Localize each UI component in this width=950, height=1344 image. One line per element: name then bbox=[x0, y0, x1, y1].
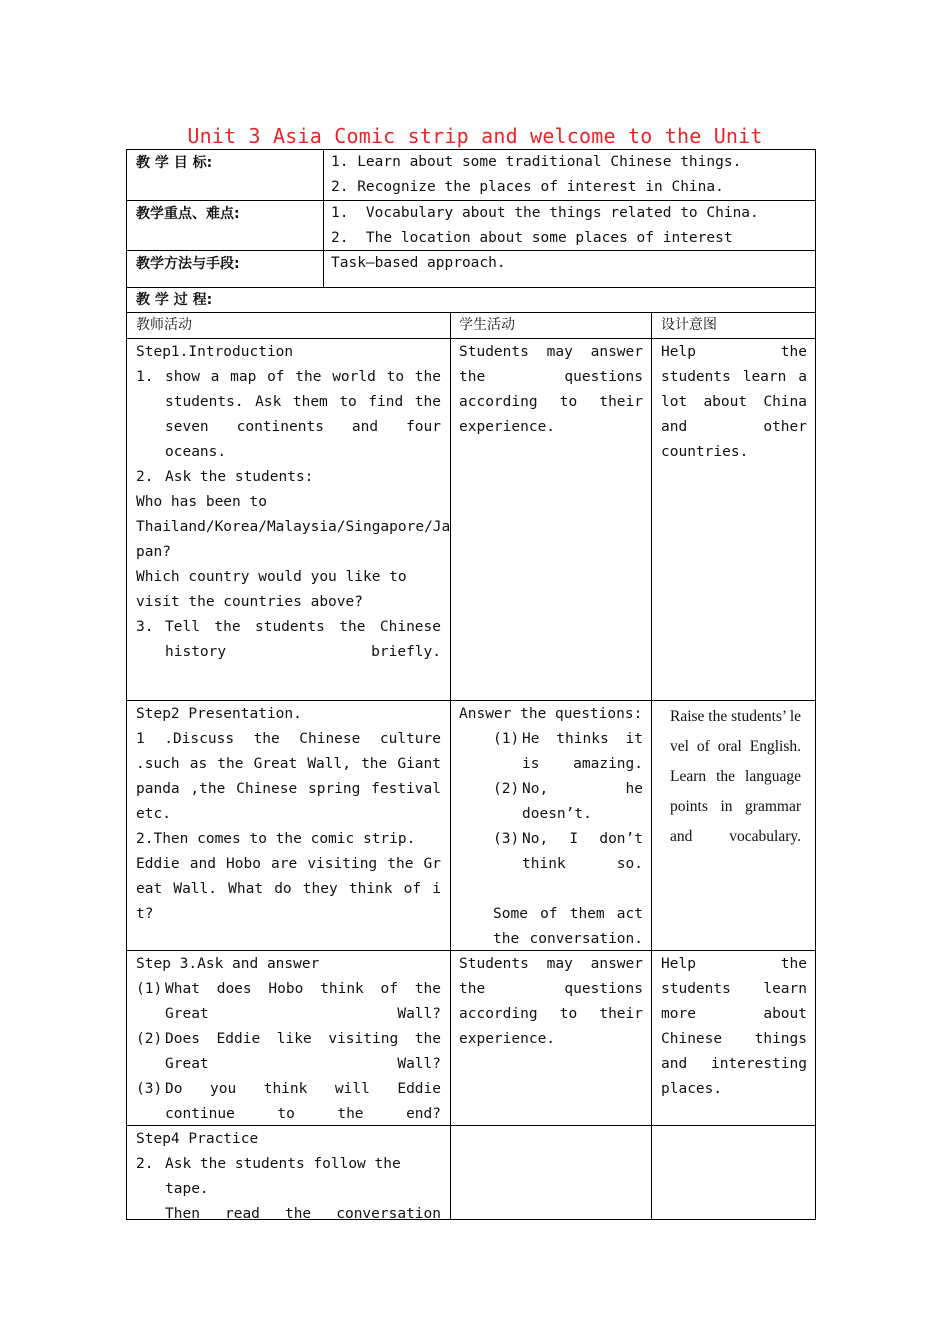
step2-design-1: Raise the students’ le vel of oral English. bbox=[670, 708, 802, 755]
step2-student-cell bbox=[451, 701, 652, 950]
methods-row bbox=[127, 251, 815, 288]
step4-student-cell bbox=[451, 1126, 652, 1219]
page-title: Unit 3 Asia Comic strip and welcome to the Unit bbox=[187, 124, 763, 148]
list-number: 1. bbox=[136, 369, 154, 385]
step2-design-2: Learn the language points in grammar and vocabulary. bbox=[670, 768, 801, 845]
process-label: 教 学 过 程: bbox=[136, 292, 213, 308]
step1-question-2-end: visit the countries above? bbox=[136, 594, 363, 610]
step4-design-cell bbox=[652, 1126, 815, 1219]
list-number: (3) bbox=[136, 1081, 163, 1097]
list-number: 3. bbox=[136, 619, 154, 635]
step1-item-2-text: Ask the students: bbox=[165, 469, 314, 485]
step4-item-1-cont: Then read the conversation bbox=[165, 1206, 441, 1222]
step1-question-2: Which country would you like to bbox=[136, 569, 407, 585]
key-point-item: 2. The location about some places of interest bbox=[331, 230, 733, 246]
list-number: (3) bbox=[493, 831, 520, 847]
step1-student-cell: Students may answer the questions according to their experience. bbox=[451, 339, 652, 700]
step2-title: Step2 Presentation. bbox=[136, 706, 302, 722]
step2-teacher-cell bbox=[127, 701, 451, 950]
objectives-content bbox=[324, 150, 815, 200]
step1-item-3-text: Tell the students the Chinese history briefly. bbox=[165, 619, 441, 660]
objective-item: 2. Recognize the places of interest in China. bbox=[331, 179, 724, 195]
step1-teacher-cell bbox=[127, 339, 451, 700]
step3-design-cell: Help the students learn more about Chinese things and interesting places. bbox=[661, 956, 807, 1097]
objective-item: 1. Learn about some traditional Chinese things. bbox=[331, 154, 742, 170]
methods-value: Task—based approach. bbox=[331, 255, 506, 271]
step3-question-2-text: Does Eddie like visiting the Great Wall? bbox=[165, 1031, 441, 1072]
step1-row bbox=[127, 339, 815, 701]
objectives-row bbox=[127, 150, 815, 201]
list-number: (1) bbox=[493, 731, 520, 747]
lesson-plan-table bbox=[126, 149, 816, 1220]
step4-item-1 bbox=[136, 1152, 441, 1202]
teacher-column-header: 教师活动 bbox=[127, 313, 451, 338]
list-number: 2. bbox=[136, 1156, 154, 1172]
step2-student-more: Some of them act the conversation. bbox=[493, 906, 643, 947]
step1-design-cell: Help the students learn a lot about China and other countries. bbox=[661, 344, 807, 460]
column-header-row bbox=[127, 313, 815, 339]
step1-item-2 bbox=[136, 465, 441, 490]
step1-item-3 bbox=[136, 615, 441, 665]
step3-question-3 bbox=[136, 1077, 441, 1127]
step2-answer-3 bbox=[459, 827, 643, 877]
list-number: 2. bbox=[136, 469, 154, 485]
step2-answer-2-text: No, he doesn’t. bbox=[522, 781, 643, 822]
step2-paragraph-1: 1 .Discuss the Chinese culture .such as the Great Wall, the Giant panda ,the Chinese spring festival etc. bbox=[136, 731, 441, 822]
step2-answer-intro: Answer the questions: bbox=[459, 706, 643, 722]
step2-paragraph-2: 2.Then comes to the comic strip. bbox=[136, 831, 416, 847]
step2-answer-2 bbox=[459, 777, 643, 827]
step2-row bbox=[127, 701, 815, 951]
step2-answer-1 bbox=[459, 727, 643, 777]
student-column-header: 学生活动 bbox=[451, 313, 652, 338]
list-number: (1) bbox=[136, 981, 163, 997]
step1-title: Step1.Introduction bbox=[136, 344, 294, 360]
step3-student-cell: Students may answer the questions according to their experience. bbox=[451, 951, 652, 1125]
key-points-row bbox=[127, 201, 815, 251]
step2-answer-3-text: No, I don’t think so. bbox=[522, 831, 643, 872]
step3-question-2 bbox=[136, 1027, 441, 1077]
step4-title: Step4 Practice bbox=[136, 1131, 259, 1147]
step4-item-1-text: Ask the students follow the tape. bbox=[165, 1156, 401, 1197]
methods-label: 教学方法与手段: bbox=[127, 251, 324, 287]
step4-row bbox=[127, 1126, 815, 1222]
objectives-label: 教 学 目 标: bbox=[127, 150, 324, 200]
step3-teacher-cell bbox=[127, 951, 451, 1125]
list-number: (2) bbox=[493, 781, 520, 797]
step3-question-1-text: What does Hobo think of the Great Wall? bbox=[165, 981, 441, 1022]
list-number: (2) bbox=[136, 1031, 163, 1047]
step1-question-1-end: pan? bbox=[136, 544, 171, 560]
step2-paragraph-3: Eddie and Hobo are visiting the Great Wall. What do they think of it? bbox=[136, 856, 441, 922]
process-row bbox=[127, 288, 815, 313]
design-column-header: 设计意图 bbox=[661, 317, 717, 333]
key-points-label: 教学重点、难点: bbox=[127, 201, 324, 250]
step1-item-1 bbox=[136, 365, 441, 465]
step4-teacher-cell bbox=[127, 1126, 451, 1222]
step3-row bbox=[127, 951, 815, 1126]
step1-item-1-text: show a map of the world to the students. Ask them to find the seven continents and four oceans. bbox=[165, 369, 441, 460]
key-point-item: 1. Vocabulary about the things related to China. bbox=[331, 205, 759, 221]
step3-title: Step 3.Ask and answer bbox=[136, 956, 320, 972]
step2-design-cell bbox=[652, 701, 815, 950]
step1-question-1: Who has been to bbox=[136, 494, 267, 510]
step3-question-3-text: Do you think will Eddie continue to the end? bbox=[165, 1081, 441, 1122]
key-points-content bbox=[324, 201, 815, 250]
step3-question-1 bbox=[136, 977, 441, 1027]
step2-answer-1-text: He thinks it is amazing. bbox=[522, 731, 643, 772]
step1-question-1-countries: Thailand/Korea/Malaysia/Singapore/Ja bbox=[136, 519, 451, 535]
